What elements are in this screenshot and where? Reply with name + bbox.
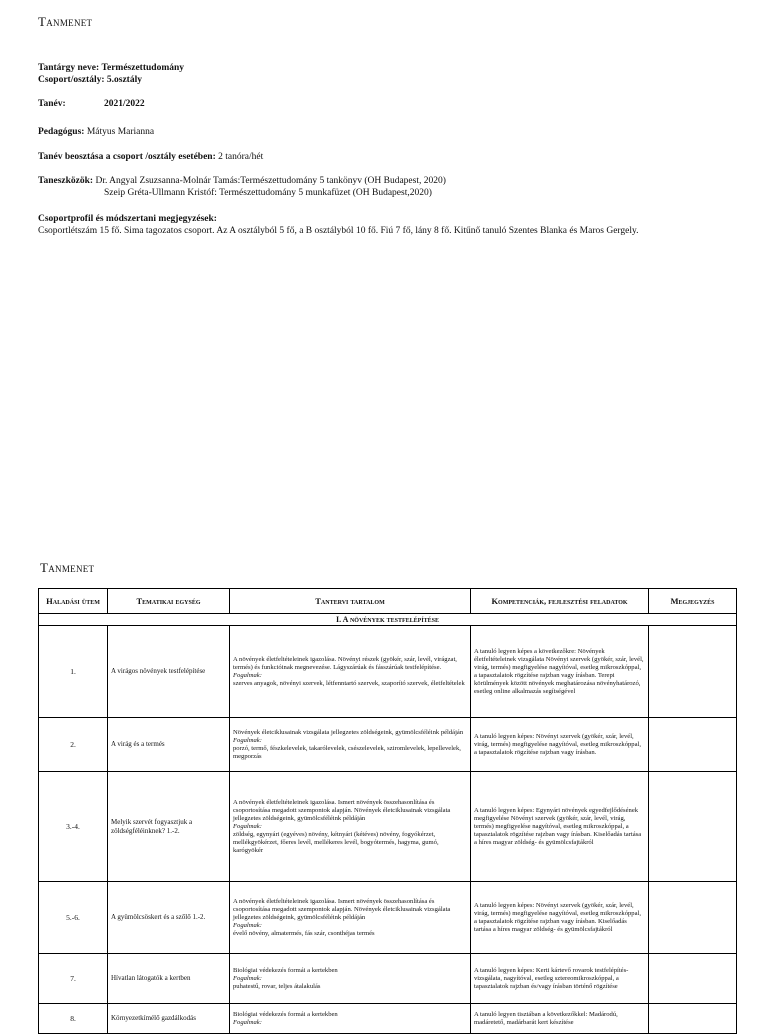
tools-block: [38, 175, 446, 199]
terms-label: Fogalmak:: [233, 736, 262, 744]
group-value: 5.osztály: [106, 75, 142, 85]
terms-text: puhatestű, rovar, teljes átalakulás: [233, 982, 321, 990]
row-note: [649, 954, 737, 1004]
row-number: 1.: [39, 626, 108, 718]
table-row: [39, 772, 737, 882]
terms-label: Fogalmak:: [233, 974, 262, 982]
terms-label: Fogalmak:: [233, 822, 262, 830]
row-content: [230, 718, 471, 772]
content-text: Növények életciklusainak vizsgálata jellegzetes zöldségeink, gyümölcsféléink példáján: [233, 728, 464, 736]
group-label: Csoport/osztály:: [38, 75, 105, 85]
terms-label: Fogalmak:: [233, 921, 262, 929]
table-row: [39, 954, 737, 1004]
row-content: [230, 772, 471, 882]
content-text: A növények életfeltételeinek igazolása. Ismert növények összehasonlítása és csoportosítása megadott szempontok alapján. Növények életciklusainak vizsgálata jellegzetes zöldségeink, gyümölcsféléink példáján: [233, 798, 451, 822]
row-content: [230, 954, 471, 1004]
terms-label: Fogalmak:: [233, 1018, 262, 1026]
content-text: Biológiai védekezés formái a kertekben: [233, 966, 338, 974]
table-row: [39, 882, 737, 954]
row-competence: A tanuló legyen tisztában a következőkkel: Madárodú, madáretető, madárbarát kert készítése: [471, 1004, 649, 1034]
table-title: Tanmenet: [40, 560, 95, 575]
schedule-value: 2 tanóra/hét: [218, 152, 264, 162]
schedule-label: Tanév beosztása a csoport /osztály esetében:: [38, 152, 216, 162]
subject-value: Természettudomány: [101, 63, 185, 73]
header-unit: Tematikai egység: [108, 589, 230, 614]
profile-block: [38, 213, 728, 237]
table-header-row: [39, 589, 737, 614]
row-unit: A virág és a termés: [108, 718, 230, 772]
row-unit: A virágos növények testfelépítése: [108, 626, 230, 718]
header-pace: Haladási ütem: [39, 589, 108, 614]
header-content: Tantervi tartalom: [230, 589, 471, 614]
row-note: [649, 1004, 737, 1034]
terms-text: zöldség, egynyári (egyéves) növény, kétnyári (kétéves) növény, fogyókérzet, mellékgyökérzet, főeres levél, mellékeres levél, bogyótermés, hagyma, gumó, karógyökér: [233, 830, 439, 854]
lesson-plan-table: [38, 588, 737, 1034]
content-text: A növények életfeltételeinek igazolása. Növényi részek (gyökér, szár, levél, virágzat, termés) és funkcióinak megnevezése. Lágyszárúak és fásszárúak testfelépítése.: [233, 655, 457, 671]
row-number: 3.-4.: [39, 772, 108, 882]
table-row: [39, 626, 737, 718]
row-content: [230, 626, 471, 718]
year-value: 2021/2022: [104, 99, 145, 109]
tools-book: Dr. Angyal Zsuzsanna-Molnár Tamás:Természettudomány 5 tankönyv (OH Budapest, 2020): [95, 176, 446, 186]
row-number: 5.-6.: [39, 882, 108, 954]
row-number: 7.: [39, 954, 108, 1004]
header-note: Megjegyzés: [649, 589, 737, 614]
content-text: Biológiai védekezés formái a kertekben: [233, 1010, 338, 1018]
subject-group-block: [38, 62, 184, 86]
header-competence: Kompetenciák, fejlesztési feladatok: [471, 589, 649, 614]
section-title: I. A növények testfelépítése: [39, 614, 737, 626]
teacher-label: Pedagógus:: [38, 127, 85, 137]
row-competence: A tanuló legyen képes: Növényi szervek (gyökér, szár, levél, virág, termés) megfigyelése nagyítóval, esetleg mikroszkóppal, a tapasztalatok rögzítése rajzban vagy írásban.: [471, 718, 649, 772]
row-competence: A tanuló legyen képes: Egynyári növények egyedfejlődésének megfigyelése Növényi szervek (gyökér, szár, levél, virág, termés) megfigyelése nagyítóval, esetleg mikroszkóppal, a tapasztalatok rögzítése rajzban vagy írásban. Kiselőadás tartása a híres magyar zöldség- és gyümölcsfajtákról: [471, 772, 649, 882]
terms-text: évelő növény, almatermés, fás szár, csonthéjas termés: [233, 929, 375, 937]
teacher-line: [38, 126, 154, 138]
row-content: [230, 1004, 471, 1034]
profile-text: Csoportlétszám 15 fő. Sima tagozatos csoport. Az A osztályból 5 fő, a B osztályból 10 fő. Fiú 7 fő, lány 8 fő. Kitűnő tanuló Szentes Blanka és Maros Gergely.: [38, 226, 639, 236]
row-note: [649, 772, 737, 882]
row-unit: Környezetkímélő gazdálkodás: [108, 1004, 230, 1034]
section-row: [39, 614, 737, 626]
tools-label: Taneszközök:: [38, 176, 94, 186]
table-row: [39, 718, 737, 772]
year-line: [38, 98, 145, 110]
terms-label: Fogalmak:: [233, 671, 262, 679]
terms-text: porzó, termő, fészkelevelek, takarólevelek, csészelevelek, sziromlevelek, lepellevelek, megporzás: [233, 744, 461, 760]
tools-workbook: Szeip Gréta-Ullmann Kristóf: Természettudomány 5 munkafüzet (OH Budapest,2020): [104, 188, 432, 198]
content-text: A növények életfeltételeinek igazolása. Ismert növények összehasonlítása és csoportosítása megadott szempontok alapján. Növények életciklusainak vizsgálata jellegzetes zöldségeink, gyümölcsféléink példáján: [233, 897, 451, 921]
row-unit: Melyik szervét fogyasztjuk a zöldségféléinknek? 1.-2.: [108, 772, 230, 882]
row-content: [230, 882, 471, 954]
profile-label: Csoportprofil és módszertani megjegyzések:: [38, 214, 217, 224]
group-line: [38, 74, 184, 86]
terms-text: szerves anyagok, növényi szervek, létfenntartó szervek, szaporító szervek, életfeltételek: [233, 679, 465, 687]
row-note: [649, 626, 737, 718]
row-competence: A tanuló legyen képes a következőkre: Növények életfeltételeinek vizsgálata Növényi szervek (gyökér, szár, levél, virág, termés) megfigyelése nagyítóval, esetleg mikroszkóppal, a tapasztalatok rögzítése rajzban vagy írásban. Terepi körülmények között növények meghatározása növényhatározó, esetleg online alkalmazás segítségével: [471, 626, 649, 718]
row-note: [649, 882, 737, 954]
subject-line: [38, 62, 184, 74]
page-title: Tanmenet: [38, 14, 93, 29]
schedule-line: [38, 151, 263, 163]
teacher-value: Mátyus Marianna: [86, 127, 155, 137]
row-number: 8.: [39, 1004, 108, 1034]
year-label: Tanév:: [38, 99, 66, 109]
row-note: [649, 718, 737, 772]
tools-line-1: [38, 175, 446, 187]
tools-line-2: [38, 187, 446, 199]
row-unit: Hívatlan látogatók a kertben: [108, 954, 230, 1004]
row-unit: A gyümölcsöskert és a szőlő 1.-2.: [108, 882, 230, 954]
row-competence: A tanuló legyen képes: Kerti kártevő rovarok testfelépítés-vizsgálata, nagyítóval, esetleg sztereomikroszkóppal, a tapasztalatok rajzban és/vagy írásban történő rögzítése: [471, 954, 649, 1004]
row-competence: A tanuló legyen képes: Növényi szervek (gyökér, szár, levél, virág, termés) megfigyelése nagyítóval, esetleg mikroszkóppal, a tapasztalatok rögzítése rajzban vagy írásban. Kiselőadás tartása a híres magyar zöldség- és gyümölcsfajtákról: [471, 882, 649, 954]
table-row: [39, 1004, 737, 1034]
subject-label: Tantárgy neve:: [38, 63, 100, 73]
row-number: 2.: [39, 718, 108, 772]
